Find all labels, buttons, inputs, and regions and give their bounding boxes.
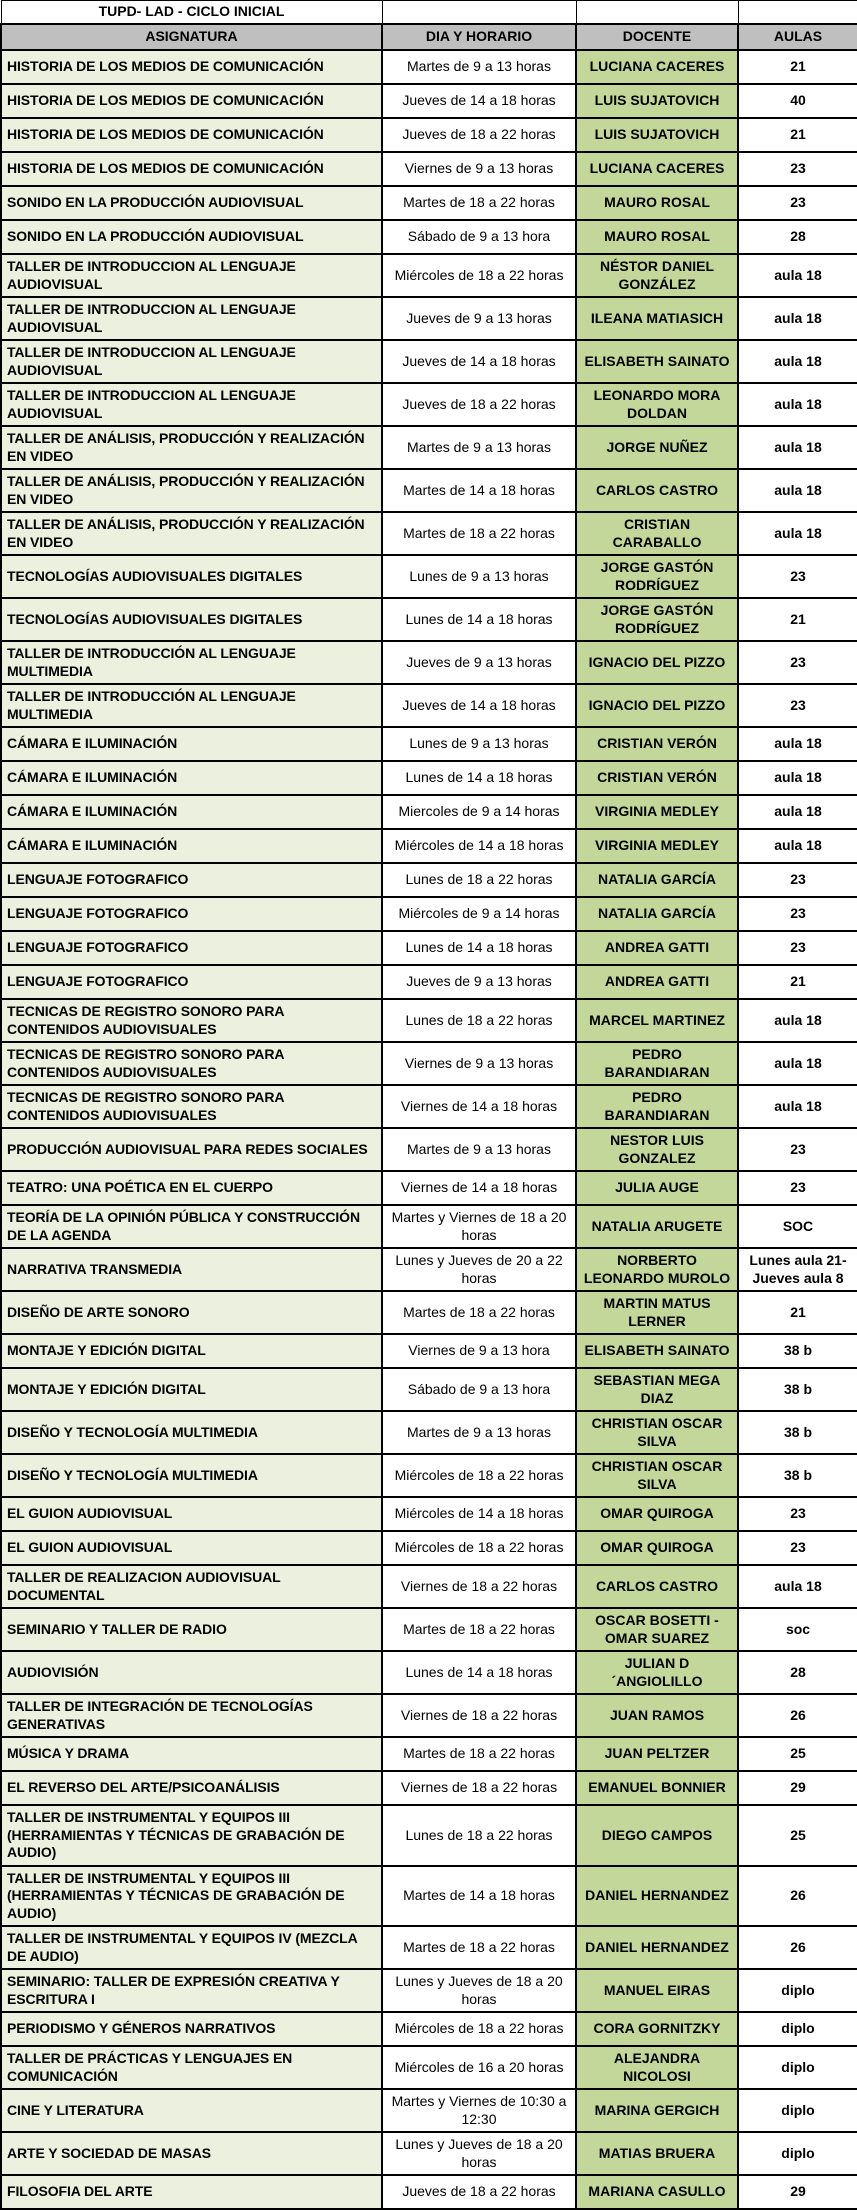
cell-asignatura: FILOSOFIA DEL ARTE: [1, 2175, 382, 2209]
cell-docente: MAURO ROSAL: [576, 220, 738, 254]
table-row: [1, 1248, 857, 1291]
table-row: [1, 2012, 857, 2046]
table-row: [1, 512, 857, 555]
cell-docente: LUIS SUJATOVICH: [576, 84, 738, 118]
table-row: [1, 220, 857, 254]
cell-docente: CORA GORNITZKY: [576, 2012, 738, 2046]
cell-dia-horario: Lunes de 14 a 18 horas: [382, 931, 576, 965]
cell-docente: MAURO ROSAL: [576, 186, 738, 220]
table-row: [1, 1969, 857, 2012]
cell-dia-horario: Jueves de 18 a 22 horas: [382, 383, 576, 426]
cell-aulas: 28: [738, 220, 857, 254]
cell-dia-horario: Jueves de 18 a 22 horas: [382, 118, 576, 152]
cell-asignatura: HISTORIA DE LOS MEDIOS DE COMUNICACIÓN: [1, 50, 382, 84]
cell-aulas: 23: [738, 1531, 857, 1565]
table-row: [1, 1651, 857, 1694]
cell-dia-horario: Jueves de 14 a 18 horas: [382, 84, 576, 118]
cell-dia-horario: Miércoles de 9 a 14 horas: [382, 897, 576, 931]
cell-dia-horario: Lunes de 14 a 18 horas: [382, 598, 576, 641]
cell-docente: ELISABETH SAINATO: [576, 340, 738, 383]
cell-docente: NATALIA ARUGETE: [576, 1205, 738, 1248]
cell-docente: ANDREA GATTI: [576, 965, 738, 999]
table-row: [1, 1866, 857, 1927]
cell-dia-horario: Miércoles de 18 a 22 horas: [382, 1531, 576, 1565]
cell-aulas: 23: [738, 931, 857, 965]
cell-aulas: diplo: [738, 2132, 857, 2175]
cell-aulas: aula 18: [738, 254, 857, 297]
cell-docente: OSCAR BOSETTI - OMAR SUAREZ: [576, 1608, 738, 1651]
cell-docente: MARCEL MARTINEZ: [576, 999, 738, 1042]
column-header-aulas: AULAS: [738, 24, 857, 50]
title-empty-cell: [738, 1, 857, 25]
sheet-title: TUPD- LAD - CICLO INICIAL: [1, 1, 382, 25]
cell-asignatura: TALLER DE INSTRUMENTAL Y EQUIPOS III (HERRAMIENTAS Y TÉCNICAS DE GRABACIÓN DE AUDIO): [1, 1805, 382, 1866]
cell-aulas: 26: [738, 1866, 857, 1927]
cell-asignatura: TALLER DE PRÁCTICAS Y LENGUAJES EN COMUNICACIÓN: [1, 2046, 382, 2089]
cell-asignatura: MÚSICA Y DRAMA: [1, 1737, 382, 1771]
cell-asignatura: AUDIOVISIÓN: [1, 1651, 382, 1694]
table-row: [1, 186, 857, 220]
cell-docente: JORGE GASTÓN RODRÍGUEZ: [576, 598, 738, 641]
cell-asignatura: PRODUCCIÓN AUDIOVISUAL PARA REDES SOCIALES: [1, 1128, 382, 1171]
cell-docente: CRISTIAN VERÓN: [576, 761, 738, 795]
cell-docente: CRISTIAN VERÓN: [576, 727, 738, 761]
table-row: [1, 1454, 857, 1497]
cell-asignatura: TALLER DE ANÁLISIS, PRODUCCIÓN Y REALIZACIÓN EN VIDEO: [1, 512, 382, 555]
cell-aulas: 29: [738, 1771, 857, 1805]
table-row: [1, 684, 857, 727]
cell-docente: CHRISTIAN OSCAR SILVA: [576, 1454, 738, 1497]
title-empty-cell: [382, 1, 576, 25]
cell-dia-horario: Martes y Viernes de 18 a 20 horas: [382, 1205, 576, 1248]
cell-docente: LUIS SUJATOVICH: [576, 118, 738, 152]
cell-dia-horario: Miércoles de 18 a 22 horas: [382, 254, 576, 297]
cell-aulas: aula 18: [738, 1085, 857, 1128]
cell-docente: IGNACIO DEL PIZZO: [576, 684, 738, 727]
header-row: [1, 24, 857, 50]
cell-asignatura: CÁMARA E ILUMINACIÓN: [1, 829, 382, 863]
table-row: [1, 1531, 857, 1565]
cell-dia-horario: Martes de 18 a 22 horas: [382, 1737, 576, 1771]
table-row: [1, 254, 857, 297]
cell-asignatura: NARRATIVA TRANSMEDIA: [1, 1248, 382, 1291]
table-row: [1, 1926, 857, 1969]
cell-dia-horario: Martes de 9 a 13 horas: [382, 1411, 576, 1454]
cell-docente: LUCIANA CACERES: [576, 50, 738, 84]
cell-docente: IGNACIO DEL PIZZO: [576, 641, 738, 684]
cell-dia-horario: Lunes de 18 a 22 horas: [382, 999, 576, 1042]
title-empty-cell: [576, 1, 738, 25]
cell-asignatura: MONTAJE Y EDICIÓN DIGITAL: [1, 1368, 382, 1411]
cell-asignatura: EL GUION AUDIOVISUAL: [1, 1497, 382, 1531]
table-row: [1, 863, 857, 897]
cell-docente: ELISABETH SAINATO: [576, 1334, 738, 1368]
cell-aulas: aula 18: [738, 1565, 857, 1608]
cell-dia-horario: Martes de 14 a 18 horas: [382, 469, 576, 512]
cell-asignatura: TECNICAS DE REGISTRO SONORO PARA CONTENIDOS AUDIOVISUALES: [1, 999, 382, 1042]
cell-asignatura: SONIDO EN LA PRODUCCIÓN AUDIOVISUAL: [1, 186, 382, 220]
cell-asignatura: HISTORIA DE LOS MEDIOS DE COMUNICACIÓN: [1, 118, 382, 152]
cell-docente: CRISTIAN CARABALLO: [576, 512, 738, 555]
table-row: [1, 1565, 857, 1608]
table-row: [1, 641, 857, 684]
cell-dia-horario: Martes de 9 a 13 horas: [382, 50, 576, 84]
cell-aulas: 28: [738, 1651, 857, 1694]
cell-docente: PEDRO BARANDIARAN: [576, 1085, 738, 1128]
cell-aulas: 40: [738, 84, 857, 118]
cell-aulas: aula 18: [738, 297, 857, 340]
cell-docente: NÉSTOR DANIEL GONZÁLEZ: [576, 254, 738, 297]
cell-dia-horario: Viernes de 14 a 18 horas: [382, 1085, 576, 1128]
cell-asignatura: TALLER DE INTRODUCCIÓN AL LENGUAJE MULTIMEDIA: [1, 641, 382, 684]
cell-dia-horario: Viernes de 18 a 22 horas: [382, 1771, 576, 1805]
cell-dia-horario: Lunes de 18 a 22 horas: [382, 1805, 576, 1866]
cell-docente: MATIAS BRUERA: [576, 2132, 738, 2175]
cell-dia-horario: Miercoles de 9 a 14 horas: [382, 795, 576, 829]
cell-asignatura: TALLER DE INTRODUCCION AL LENGUAJE AUDIOVISUAL: [1, 254, 382, 297]
cell-asignatura: CÁMARA E ILUMINACIÓN: [1, 727, 382, 761]
cell-asignatura: TALLER DE ANÁLISIS, PRODUCCIÓN Y REALIZACIÓN EN VIDEO: [1, 469, 382, 512]
cell-docente: ANDREA GATTI: [576, 931, 738, 965]
table-row: [1, 297, 857, 340]
table-row: [1, 1085, 857, 1128]
cell-docente: MARIANA CASULLO: [576, 2175, 738, 2209]
cell-dia-horario: Martes y Viernes de 10:30 a 12:30: [382, 2089, 576, 2132]
cell-asignatura: PERIODISMO Y GÉNEROS NARRATIVOS: [1, 2012, 382, 2046]
cell-asignatura: TEATRO: UNA POÉTICA EN EL CUERPO: [1, 1171, 382, 1205]
cell-asignatura: TALLER DE INSTRUMENTAL Y EQUIPOS III (HERRAMIENTAS Y TÉCNICAS DE GRABACIÓN DE AUDIO): [1, 1866, 382, 1927]
cell-aulas: 21: [738, 1291, 857, 1334]
cell-aulas: 38 b: [738, 1411, 857, 1454]
cell-dia-horario: Miércoles de 18 a 22 horas: [382, 2012, 576, 2046]
cell-asignatura: CINE Y LITERATURA: [1, 2089, 382, 2132]
table-row: [1, 2132, 857, 2175]
cell-aulas: aula 18: [738, 469, 857, 512]
cell-docente: VIRGINIA MEDLEY: [576, 795, 738, 829]
cell-asignatura: TALLER DE INTEGRACIÓN DE TECNOLOGÍAS GENERATIVAS: [1, 1694, 382, 1737]
table-row: [1, 1334, 857, 1368]
column-header-docente: DOCENTE: [576, 24, 738, 50]
cell-aulas: 23: [738, 152, 857, 186]
cell-dia-horario: Viernes de 9 a 13 hora: [382, 1334, 576, 1368]
cell-aulas: 23: [738, 1128, 857, 1171]
cell-docente: PEDRO BARANDIARAN: [576, 1042, 738, 1085]
cell-docente: MANUEL EIRAS: [576, 1969, 738, 2012]
cell-docente: JORGE GASTÓN RODRÍGUEZ: [576, 555, 738, 598]
cell-asignatura: HISTORIA DE LOS MEDIOS DE COMUNICACIÓN: [1, 84, 382, 118]
column-header-asignatura: ASIGNATURA: [1, 24, 382, 50]
cell-docente: DANIEL HERNANDEZ: [576, 1866, 738, 1927]
cell-docente: DIEGO CAMPOS: [576, 1805, 738, 1866]
cell-dia-horario: Lunes y Jueves de 18 a 20 horas: [382, 1969, 576, 2012]
cell-aulas: soc: [738, 1608, 857, 1651]
cell-docente: MARINA GERGICH: [576, 2089, 738, 2132]
cell-docente: ALEJANDRA NICOLOSI: [576, 2046, 738, 2089]
table-row: [1, 84, 857, 118]
cell-dia-horario: Jueves de 9 a 13 horas: [382, 641, 576, 684]
cell-asignatura: TECNICAS DE REGISTRO SONORO PARA CONTENIDOS AUDIOVISUALES: [1, 1042, 382, 1085]
cell-asignatura: TALLER DE INTRODUCCION AL LENGUAJE AUDIOVISUAL: [1, 383, 382, 426]
cell-asignatura: SEMINARIO Y TALLER DE RADIO: [1, 1608, 382, 1651]
table-row: [1, 1411, 857, 1454]
cell-dia-horario: Viernes de 9 a 13 horas: [382, 152, 576, 186]
cell-aulas: aula 18: [738, 829, 857, 863]
cell-aulas: 21: [738, 118, 857, 152]
cell-dia-horario: Jueves de 18 a 22 horas: [382, 2175, 576, 2209]
title-row: [1, 1, 857, 25]
cell-asignatura: EL GUION AUDIOVISUAL: [1, 1531, 382, 1565]
cell-asignatura: CÁMARA E ILUMINACIÓN: [1, 795, 382, 829]
table-row: [1, 2046, 857, 2089]
cell-aulas: 23: [738, 897, 857, 931]
cell-aulas: diplo: [738, 1969, 857, 2012]
cell-aulas: SOC: [738, 1205, 857, 1248]
table-row: [1, 469, 857, 512]
cell-asignatura: HISTORIA DE LOS MEDIOS DE COMUNICACIÓN: [1, 152, 382, 186]
cell-docente: DANIEL HERNANDEZ: [576, 1926, 738, 1969]
table-row: [1, 598, 857, 641]
cell-asignatura: LENGUAJE FOTOGRAFICO: [1, 897, 382, 931]
table-row: [1, 50, 857, 84]
cell-dia-horario: Sábado de 9 a 13 hora: [382, 220, 576, 254]
cell-aulas: aula 18: [738, 1042, 857, 1085]
cell-dia-horario: Martes de 18 a 22 horas: [382, 512, 576, 555]
cell-dia-horario: Martes de 14 a 18 horas: [382, 1866, 576, 1927]
cell-docente: CARLOS CASTRO: [576, 1565, 738, 1608]
cell-docente: JUAN RAMOS: [576, 1694, 738, 1737]
cell-docente: NATALIA GARCÍA: [576, 897, 738, 931]
cell-docente: OMAR QUIROGA: [576, 1531, 738, 1565]
cell-docente: CHRISTIAN OSCAR SILVA: [576, 1411, 738, 1454]
table-row: [1, 1171, 857, 1205]
cell-docente: JULIA AUGE: [576, 1171, 738, 1205]
table-row: [1, 761, 857, 795]
cell-dia-horario: Viernes de 9 a 13 horas: [382, 1042, 576, 1085]
cell-aulas: diplo: [738, 2012, 857, 2046]
cell-docente: NESTOR LUIS GONZALEZ: [576, 1128, 738, 1171]
cell-aulas: 29: [738, 2175, 857, 2209]
cell-aulas: diplo: [738, 2046, 857, 2089]
cell-dia-horario: Lunes y Jueves de 20 a 22 horas: [382, 1248, 576, 1291]
cell-dia-horario: Martes de 9 a 13 horas: [382, 1128, 576, 1171]
cell-aulas: aula 18: [738, 340, 857, 383]
cell-dia-horario: Miércoles de 18 a 22 horas: [382, 1454, 576, 1497]
table-row: [1, 1497, 857, 1531]
cell-aulas: 21: [738, 598, 857, 641]
cell-aulas: 25: [738, 1805, 857, 1866]
cell-docente: NORBERTO LEONARDO MUROLO: [576, 1248, 738, 1291]
cell-dia-horario: Jueves de 14 a 18 horas: [382, 684, 576, 727]
cell-docente: SEBASTIAN MEGA DIAZ: [576, 1368, 738, 1411]
table-row: [1, 999, 857, 1042]
cell-asignatura: LENGUAJE FOTOGRAFICO: [1, 931, 382, 965]
cell-aulas: 21: [738, 50, 857, 84]
table-row: [1, 931, 857, 965]
cell-aulas: 23: [738, 863, 857, 897]
cell-aulas: aula 18: [738, 512, 857, 555]
cell-docente: MARTIN MATUS LERNER: [576, 1291, 738, 1334]
table-row: [1, 2089, 857, 2132]
cell-aulas: 26: [738, 1694, 857, 1737]
cell-dia-horario: Jueves de 9 a 13 horas: [382, 297, 576, 340]
cell-dia-horario: Miércoles de 14 a 18 horas: [382, 829, 576, 863]
cell-dia-horario: Viernes de 18 a 22 horas: [382, 1565, 576, 1608]
cell-docente: OMAR QUIROGA: [576, 1497, 738, 1531]
cell-asignatura: TALLER DE REALIZACION AUDIOVISUAL DOCUMENTAL: [1, 1565, 382, 1608]
cell-docente: EMANUEL BONNIER: [576, 1771, 738, 1805]
cell-asignatura: TALLER DE ANÁLISIS, PRODUCCIÓN Y REALIZACIÓN EN VIDEO: [1, 426, 382, 469]
cell-aulas: 38 b: [738, 1334, 857, 1368]
cell-asignatura: SONIDO EN LA PRODUCCIÓN AUDIOVISUAL: [1, 220, 382, 254]
column-header-dia-horario: DIA Y HORARIO: [382, 24, 576, 50]
cell-dia-horario: Martes de 18 a 22 horas: [382, 1608, 576, 1651]
cell-dia-horario: Lunes y Jueves de 18 a 20 horas: [382, 2132, 576, 2175]
table-row: [1, 727, 857, 761]
cell-aulas: aula 18: [738, 426, 857, 469]
cell-docente: JORGE NUÑEZ: [576, 426, 738, 469]
table-row: [1, 383, 857, 426]
cell-asignatura: TALLER DE INTRODUCCION AL LENGUAJE AUDIOVISUAL: [1, 297, 382, 340]
table-row: [1, 340, 857, 383]
cell-dia-horario: Lunes de 18 a 22 horas: [382, 863, 576, 897]
table-row: [1, 1291, 857, 1334]
table-row: [1, 897, 857, 931]
cell-docente: JUAN PELTZER: [576, 1737, 738, 1771]
table-row: [1, 555, 857, 598]
cell-dia-horario: Martes de 9 a 13 horas: [382, 426, 576, 469]
table-row: [1, 1205, 857, 1248]
cell-aulas: 23: [738, 684, 857, 727]
table-row: [1, 1737, 857, 1771]
cell-asignatura: LENGUAJE FOTOGRAFICO: [1, 863, 382, 897]
cell-dia-horario: Martes de 18 a 22 horas: [382, 186, 576, 220]
cell-docente: LEONARDO MORA DOLDAN: [576, 383, 738, 426]
cell-aulas: Lunes aula 21-Jueves aula 8: [738, 1248, 857, 1291]
cell-aulas: aula 18: [738, 727, 857, 761]
cell-asignatura: DISEÑO Y TECNOLOGÍA MULTIMEDIA: [1, 1411, 382, 1454]
table-row: [1, 1368, 857, 1411]
cell-dia-horario: Martes de 18 a 22 horas: [382, 1926, 576, 1969]
cell-dia-horario: Viernes de 18 a 22 horas: [382, 1694, 576, 1737]
cell-docente: LUCIANA CACERES: [576, 152, 738, 186]
cell-aulas: 23: [738, 186, 857, 220]
cell-asignatura: TALLER DE INSTRUMENTAL Y EQUIPOS IV (MEZCLA DE AUDIO): [1, 1926, 382, 1969]
cell-aulas: aula 18: [738, 383, 857, 426]
cell-dia-horario: Lunes de 9 a 13 horas: [382, 727, 576, 761]
cell-docente: NATALIA GARCÍA: [576, 863, 738, 897]
cell-docente: CARLOS CASTRO: [576, 469, 738, 512]
cell-asignatura: MONTAJE Y EDICIÓN DIGITAL: [1, 1334, 382, 1368]
table-row: [1, 1608, 857, 1651]
cell-asignatura: TALLER DE INTRODUCCION AL LENGUAJE AUDIOVISUAL: [1, 340, 382, 383]
cell-dia-horario: Jueves de 14 a 18 horas: [382, 340, 576, 383]
table-row: [1, 426, 857, 469]
cell-docente: VIRGINIA MEDLEY: [576, 829, 738, 863]
cell-asignatura: ARTE Y SOCIEDAD DE MASAS: [1, 2132, 382, 2175]
table-row: [1, 829, 857, 863]
cell-asignatura: TECNOLOGÍAS AUDIOVISUALES DIGITALES: [1, 598, 382, 641]
cell-asignatura: TEORÍA DE LA OPINIÓN PÚBLICA Y CONSTRUCCIÓN DE LA AGENDA: [1, 1205, 382, 1248]
cell-docente: JULIAN D´ANGIOLILLO: [576, 1651, 738, 1694]
cell-asignatura: TALLER DE INTRODUCCIÓN AL LENGUAJE MULTIMEDIA: [1, 684, 382, 727]
cell-aulas: aula 18: [738, 761, 857, 795]
cell-dia-horario: Martes de 18 a 22 horas: [382, 1291, 576, 1334]
cell-dia-horario: Lunes de 14 a 18 horas: [382, 1651, 576, 1694]
cell-aulas: diplo: [738, 2089, 857, 2132]
cell-aulas: 21: [738, 965, 857, 999]
table-row: [1, 965, 857, 999]
table-row: [1, 1128, 857, 1171]
cell-asignatura: DISEÑO DE ARTE SONORO: [1, 1291, 382, 1334]
cell-aulas: 23: [738, 1497, 857, 1531]
cell-aulas: 38 b: [738, 1454, 857, 1497]
cell-asignatura: EL REVERSO DEL ARTE/PSICOANÁLISIS: [1, 1771, 382, 1805]
cell-dia-horario: Sábado de 9 a 13 hora: [382, 1368, 576, 1411]
cell-asignatura: CÁMARA E ILUMINACIÓN: [1, 761, 382, 795]
cell-aulas: 23: [738, 641, 857, 684]
cell-aulas: 25: [738, 1737, 857, 1771]
table-row: [1, 795, 857, 829]
cell-asignatura: DISEÑO Y TECNOLOGÍA MULTIMEDIA: [1, 1454, 382, 1497]
table-row: [1, 1694, 857, 1737]
cell-dia-horario: Miércoles de 16 a 20 horas: [382, 2046, 576, 2089]
cell-aulas: 23: [738, 1171, 857, 1205]
cell-asignatura: TECNOLOGÍAS AUDIOVISUALES DIGITALES: [1, 555, 382, 598]
cell-dia-horario: Viernes de 14 a 18 horas: [382, 1171, 576, 1205]
cell-dia-horario: Lunes de 14 a 18 horas: [382, 761, 576, 795]
cell-aulas: 23: [738, 555, 857, 598]
cell-docente: ILEANA MATIASICH: [576, 297, 738, 340]
cell-dia-horario: Miércoles de 14 a 18 horas: [382, 1497, 576, 1531]
cell-aulas: 38 b: [738, 1368, 857, 1411]
table-row: [1, 2175, 857, 2209]
cell-asignatura: SEMINARIO: TALLER DE EXPRESIÓN CREATIVA Y ESCRITURA I: [1, 1969, 382, 2012]
table-row: [1, 1771, 857, 1805]
cell-asignatura: LENGUAJE FOTOGRAFICO: [1, 965, 382, 999]
cell-aulas: aula 18: [738, 795, 857, 829]
table-row: [1, 1042, 857, 1085]
cell-aulas: 26: [738, 1926, 857, 1969]
table-row: [1, 152, 857, 186]
cell-dia-horario: Lunes de 9 a 13 horas: [382, 555, 576, 598]
cell-dia-horario: Jueves de 9 a 13 horas: [382, 965, 576, 999]
cell-aulas: aula 18: [738, 999, 857, 1042]
table-row: [1, 1805, 857, 1866]
table-row: [1, 118, 857, 152]
cell-asignatura: TECNICAS DE REGISTRO SONORO PARA CONTENIDOS AUDIOVISUALES: [1, 1085, 382, 1128]
